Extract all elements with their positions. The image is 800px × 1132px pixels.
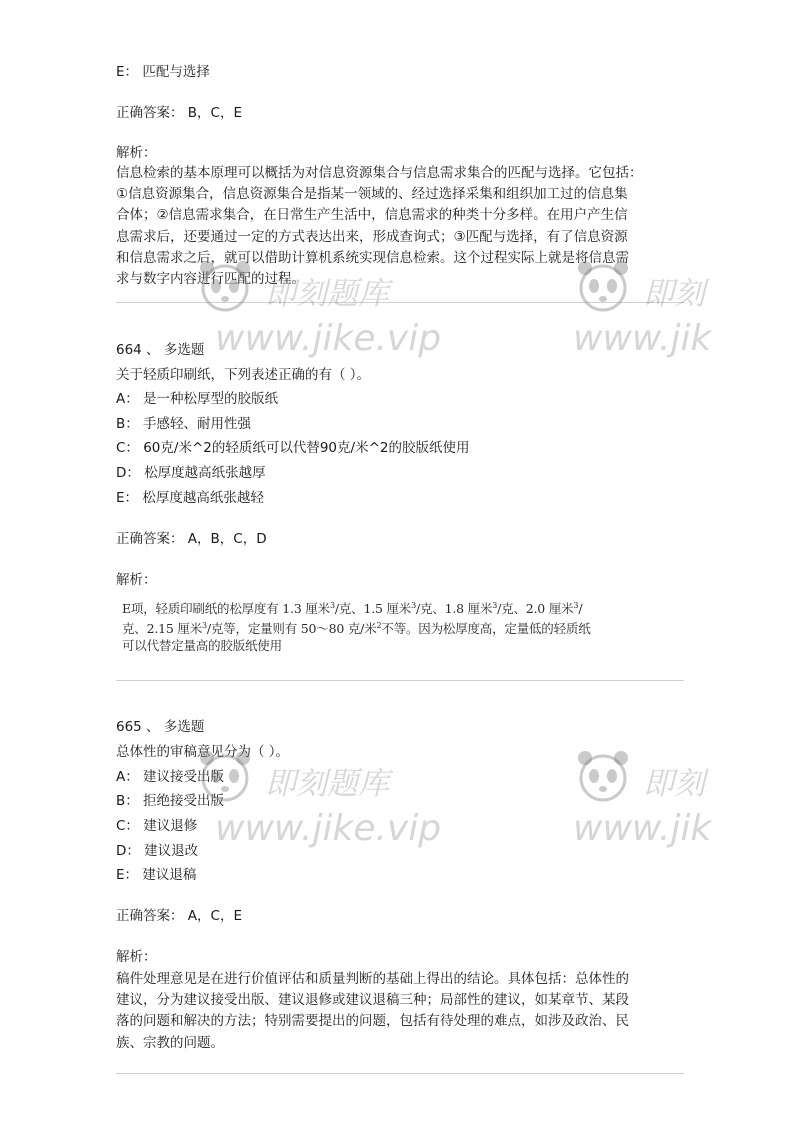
q665-analysis-label: 解析：: [116, 949, 157, 965]
panda-logo-icon: [573, 748, 633, 804]
watermark-brand: 即刻题库: [265, 276, 389, 312]
q665-analysis-text: 稿件处理意见是在进行价值评估和质量判断的基础上得出的结论。具体包括：总体性的 建议，分为建议接受出版、建议退修或建议退稿三种；局部性的建议，如某章节、某段 落的问题和解决的方法；特别需要提出的问题，包括有待处理的难点，如涉及政治、民 族、宗教的问题。: [116, 971, 629, 1051]
q665-option-b: B： 拒绝接受出版: [116, 793, 225, 809]
q664-analysis-label: 解析：: [116, 572, 157, 588]
q663-analysis-text: 信息检索的基本原理可以概括为对信息资源集合与信息需求集合的匹配与选择。它包括： ①信息资源集合，信息资源集合是指某一领域的、经过选择采集和组织加工过的信息集 合体；②信息需求集合，在日常生产生活中，信息需求的种类十分多样。在用户产生信 息需求后，还要通过一定的方式表达出来，形成查询式；③匹配与选择，有了信息资源 和信息需求之后，就可以借助计算机系统实现信息检索。这个过程实际上就是将信息需 求与数字内容进行匹配的过程。: [116, 165, 643, 288]
q665-answer: 正确答案： A，C，E: [116, 908, 242, 924]
q664-option-e: E： 松厚度越高纸张越轻: [116, 490, 264, 506]
q665-option-e: E： 建议退稿: [116, 867, 197, 883]
q663-option-e: E： 匹配与选择: [116, 64, 210, 80]
watermark-url: www.jik: [573, 808, 712, 849]
q664-option-c: C： 60克/米^2的轻质纸可以代替90克/米^2的胶版纸使用: [116, 440, 470, 456]
watermark-url: www.jike.vip: [215, 808, 442, 849]
q663-analysis-label: 解析：: [116, 145, 157, 161]
divider: [116, 1073, 684, 1074]
q664-answer: 正确答案： A，B，C，D: [116, 531, 267, 547]
q665-header: 665 、 多选题: [116, 719, 205, 735]
divider: [116, 302, 684, 303]
q665-option-a: A： 建议接受出版: [116, 769, 225, 785]
watermark-url: www.jik: [573, 318, 712, 359]
watermark-brand: 即刻: [643, 766, 705, 802]
watermark-brand: 即刻题库: [265, 766, 389, 802]
watermark-brand: 即刻: [643, 276, 705, 312]
q663-answer: 正确答案： B，C，E: [116, 105, 243, 121]
q664-option-b: B： 手感轻、耐用性强: [116, 416, 252, 432]
q665-option-d: D： 建议退改: [116, 843, 199, 859]
q664-option-a: A： 是一种松厚型的胶版纸: [116, 391, 279, 407]
divider: [116, 680, 684, 681]
watermark-url: www.jike.vip: [215, 318, 442, 359]
q664-option-d: D： 松厚度越高纸张越厚: [116, 465, 266, 481]
q665-option-c: C： 建议退修: [116, 818, 198, 834]
document-page: E： 匹配与选择 正确答案： B，C，E 解析： 信息检索的基本原理可以概括为对信息资源集合与信息需求集合的匹配与选择。它包括： ①信息资源集合，信息资源集合是指某一领域的、经过选择采集和组织加工过的信息集 合体；②信息需求集合，在日常生产生活中，信息需求的种类十分多样。在用户产生信 息需求后，还要通过一定的方式表达出来，形成查询式；③匹配与选择，有了信息资源 和信息需求之后，就可以借助计算机系统实现信息检索。这个过程实际上就是将信息需 求与数字内容进行匹配的过程。 664 、 多选题 关于轻质印刷纸，下列表述正确的有（ ）。 A： 是一种松厚型的胶版纸 B： 手感轻、耐用性强 C： 60克/米^2的轻质纸可以代替90克/米^2的胶版纸使用 D： 松厚度越高纸张越厚 E： 松厚度越高纸张越轻 正确答案： A，B，C，D 解析： E项，轻质印刷纸的松厚度有 1.3 厘米$^3$/克、1.5 厘米$^3$/克、1.8 厘米$^3$/克、2.0 厘米$^3$/ 克、2.15 厘米$^3$/克等，定量则有 50～80 克/米$^2$不等。因为松厚度高，定量低的轻质纸 可以代替定量高的胶版纸使用 665 、 多选题 总体性的审稿意见分为（ ）。 A： 建议接受出版 B： 拒绝接受出版 C： 建议退修 D： 建议退改 E： 建议退稿 正确答案： A，C，E 解析： 稿件处理意见是在进行价值评估和质量判断的基础上得出的结论。具体包括：总体性的 建议，分为建议接受出版、建议退修或建议退稿三种；局部性的建议，如某章节、某段 落的问题和解决的方法；特别需要提出的问题，包括有待处理的难点，如涉及政治、民 族、宗教的问题。 即刻题库 www.jike.vip 即刻 www.jik 即刻题库 www.jike.vip 即刻 www.jik: [0, 0, 800, 1132]
watermark-right-bottom: [573, 740, 712, 870]
q665-question: 总体性的审稿意见分为（ ）。: [116, 744, 290, 760]
q664-question: 关于轻质印刷纸，下列表述正确的有（ ）。: [116, 367, 371, 383]
q664-header: 664 、 多选题: [116, 342, 205, 358]
